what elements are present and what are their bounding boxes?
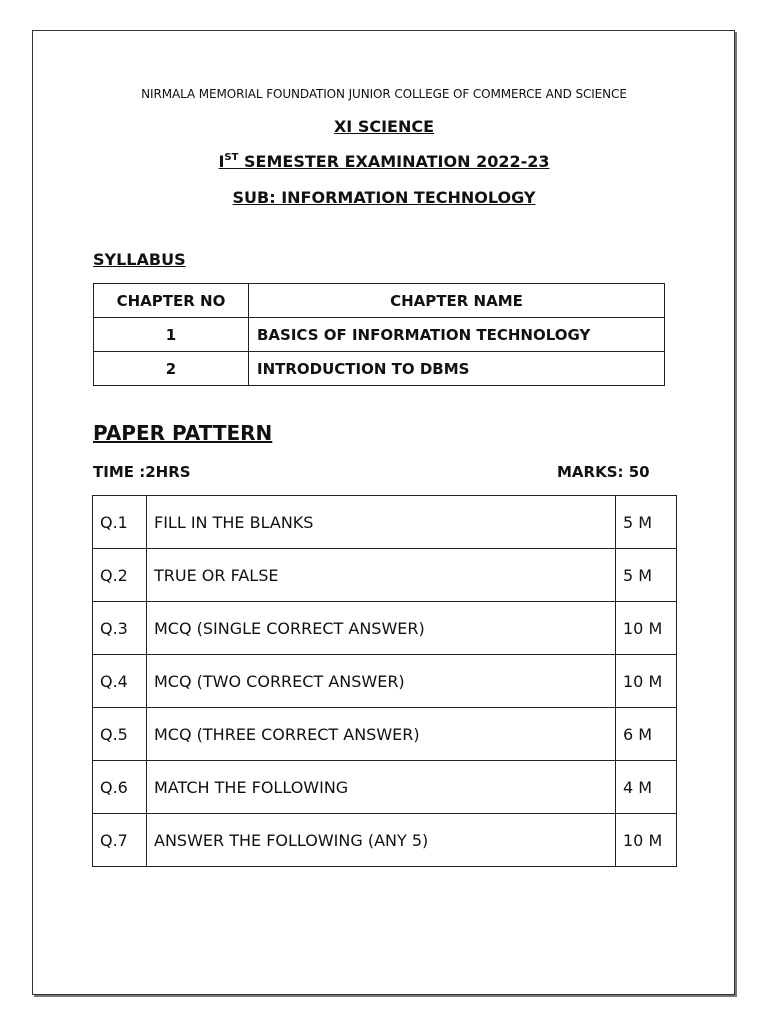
table-row: [93, 602, 677, 655]
table-row: [93, 655, 677, 708]
question-number: Q.1: [93, 496, 147, 549]
chapter-name: INTRODUCTION TO DBMS: [249, 352, 665, 386]
syllabus-heading: SYLLABUS: [93, 250, 186, 269]
exam-prefix: I: [218, 152, 225, 171]
syllabus-header-row: [94, 284, 665, 318]
question-type: TRUE OR FALSE: [147, 549, 616, 602]
table-row: [93, 496, 677, 549]
table-row: [94, 318, 665, 352]
question-type: MCQ (SINGLE CORRECT ANSWER): [147, 602, 616, 655]
paper-pattern-heading: PAPER PATTERN: [93, 421, 273, 445]
question-number: Q.4: [93, 655, 147, 708]
question-number: Q.6: [93, 761, 147, 814]
question-type: MCQ (TWO CORRECT ANSWER): [147, 655, 616, 708]
time-label: TIME :2HRS: [93, 463, 191, 481]
college-name: NIRMALA MEMORIAL FOUNDATION JUNIOR COLLEGE OF COMMERCE AND SCIENCE: [141, 87, 627, 101]
question-number: Q.2: [93, 549, 147, 602]
exam-superscript: ST: [224, 152, 239, 163]
exam-title: [0, 152, 768, 171]
question-number: Q.7: [93, 814, 147, 867]
table-row: [93, 814, 677, 867]
question-type: ANSWER THE FOLLOWING (ANY 5): [147, 814, 616, 867]
syllabus-table: [93, 283, 665, 386]
question-type: FILL IN THE BLANKS: [147, 496, 616, 549]
question-marks: 10 M: [616, 814, 677, 867]
table-row: [93, 761, 677, 814]
table-row: [93, 549, 677, 602]
question-marks: 10 M: [616, 655, 677, 708]
exam-rest: SEMESTER EXAMINATION 2022-23: [238, 152, 550, 171]
question-type: MCQ (THREE CORRECT ANSWER): [147, 708, 616, 761]
question-marks: 6 M: [616, 708, 677, 761]
question-marks: 5 M: [616, 496, 677, 549]
chapter-name: BASICS OF INFORMATION TECHNOLOGY: [249, 318, 665, 352]
table-row: [94, 352, 665, 386]
chapter-number: 2: [94, 352, 249, 386]
paper-pattern-table: [92, 495, 677, 867]
question-marks: 4 M: [616, 761, 677, 814]
column-header: CHAPTER NO: [94, 284, 249, 318]
chapter-number: 1: [94, 318, 249, 352]
class-title: XI SCIENCE: [333, 117, 435, 136]
table-row: [93, 708, 677, 761]
subject-title: SUB: INFORMATION TECHNOLOGY: [232, 188, 536, 207]
question-marks: 5 M: [616, 549, 677, 602]
question-type: MATCH THE FOLLOWING: [147, 761, 616, 814]
question-number: Q.5: [93, 708, 147, 761]
marks-label: MARKS: 50: [557, 463, 650, 481]
question-number: Q.3: [93, 602, 147, 655]
question-marks: 10 M: [616, 602, 677, 655]
column-header: CHAPTER NAME: [249, 284, 665, 318]
